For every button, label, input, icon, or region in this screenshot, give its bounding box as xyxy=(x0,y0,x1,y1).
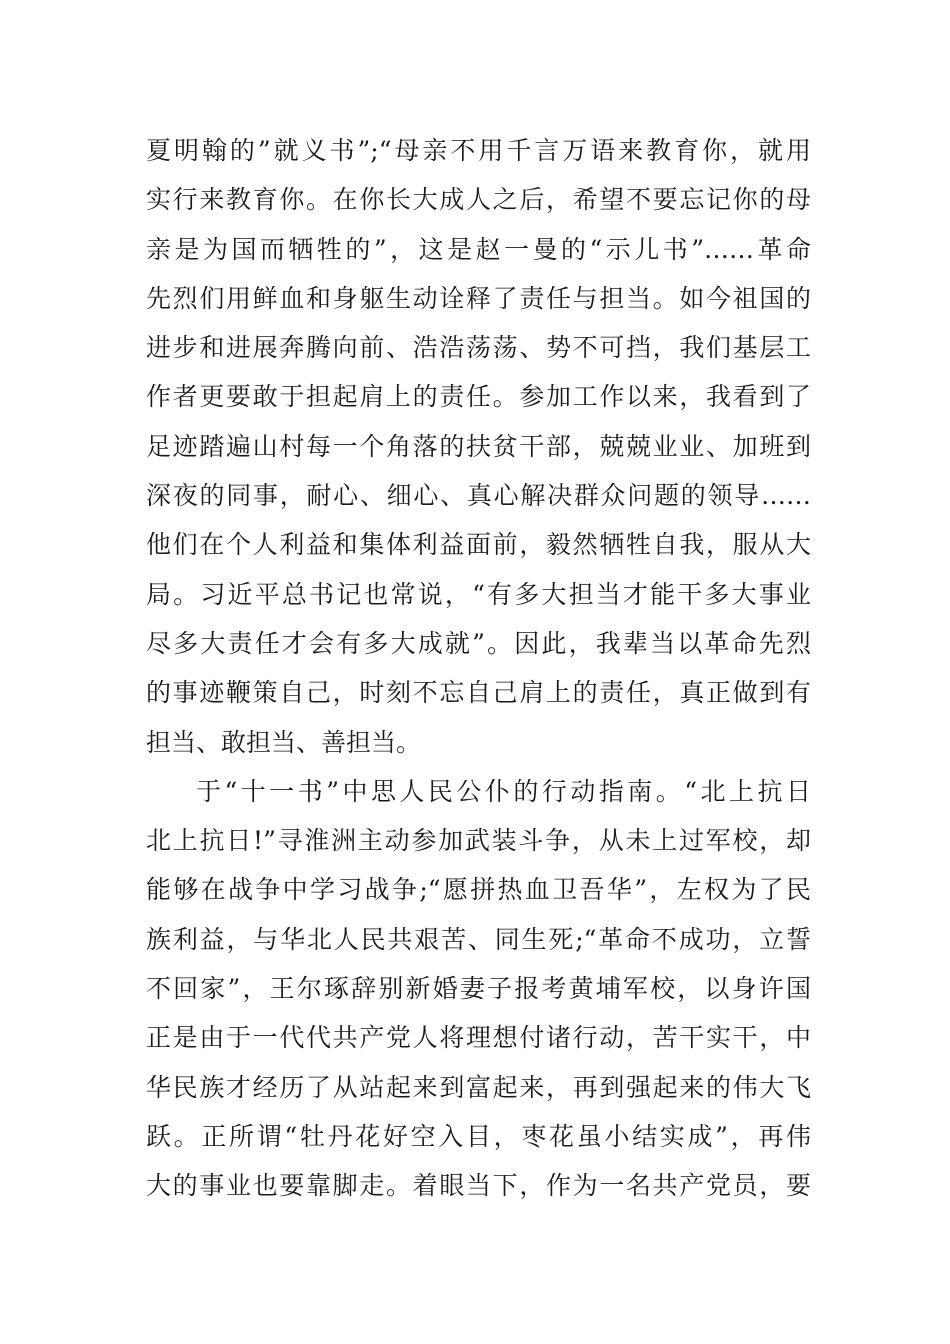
text-line: 能够在战争中学习战争;“愿拼热血卫吾华”，左权为了民 xyxy=(146,875,811,905)
text-line: 夏明翰的”就义书”;“母亲不用千言万语来教育你，就用 xyxy=(146,136,811,165)
text-line: 局。习近平总书记也常说，“有多大担当才能干多大事业 xyxy=(146,579,811,609)
text-line: 亲是为国而牺牲的”，这是赵一曼的“示儿书”……革命 xyxy=(146,234,811,264)
text-line: 先烈们用鲜血和身躯生动诠释了责任与担当。如今祖国的 xyxy=(146,283,811,313)
text-line: 族利益，与华北人民共艰苦、同生死;“革命不成功，立誓 xyxy=(146,924,811,954)
text-line: 他们在个人利益和集体利益面前，毅然牺牲自我，服从大 xyxy=(146,530,811,560)
text-line: 华民族才经历了从站起来到富起来，再到强起来的伟大飞 xyxy=(146,1072,811,1102)
paragraph-2 xyxy=(146,767,811,1211)
text-line: 正是由于一代代共产党人将理想付诸行动，苦干实干，中 xyxy=(146,1023,811,1053)
text-line: 跃。正所谓“牡丹花好空入目，枣花虽小结实成”，再伟 xyxy=(146,1121,811,1151)
text-line: 深夜的同事，耐心、细心、真心解决群众问题的领导…… xyxy=(146,481,811,511)
body-text xyxy=(146,126,811,1211)
text-line: 作者更要敢于担起肩上的责任。参加工作以来，我看到了 xyxy=(146,382,811,412)
text-line: 尽多大责任才会有多大成就”。因此，我辈当以革命先烈 xyxy=(146,628,811,658)
text-line: 大的事业也要靠脚走。着眼当下，作为一名共产党员，要 xyxy=(146,1171,811,1201)
text-line: 北上抗日!”寻淮洲主动参加武装斗争，从未上过军校，却 xyxy=(146,826,811,856)
text-line: 于“十一书”中思人民公仆的行动指南。“北上抗日 xyxy=(196,776,811,806)
text-line: 进步和进展奔腾向前、浩浩荡荡、势不可挡，我们基层工 xyxy=(146,333,811,363)
text-line: 担当、敢担当、善担当。 xyxy=(146,727,422,757)
text-line: 实行来教育你。在你长大成人之后，希望不要忘记你的母 xyxy=(146,185,811,215)
text-line: 不回家”，王尔琢辞别新婚妻子报考黄埔军校，以身许国 xyxy=(146,974,811,1004)
text-line: 足迹踏遍山村每一个角落的扶贫干部，兢兢业业、加班到 xyxy=(146,431,811,461)
paragraph-1 xyxy=(146,126,811,767)
text-line: 的事迹鞭策自己，时刻不忘自己肩上的责任，真正做到有 xyxy=(146,678,811,708)
